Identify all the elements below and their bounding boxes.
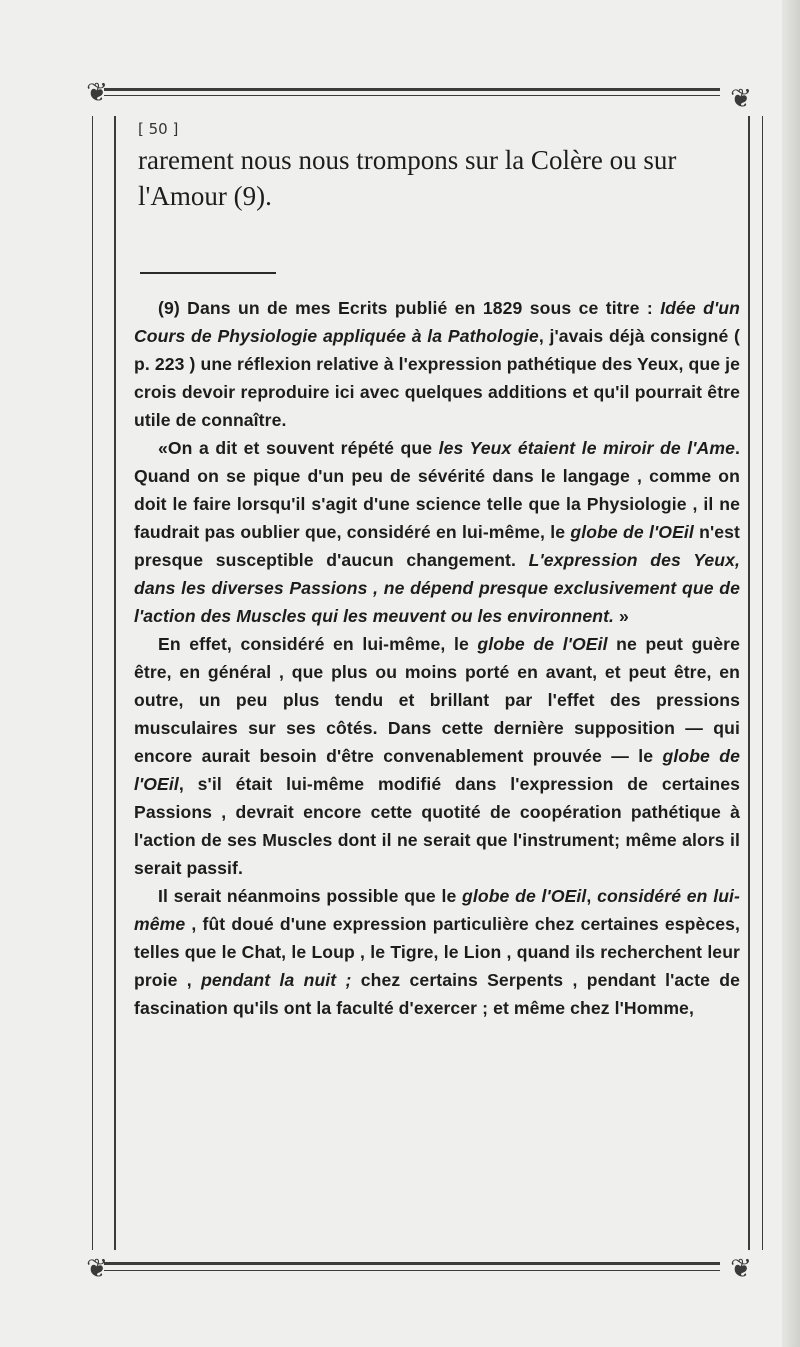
- border-bottom-thin-line: [104, 1270, 720, 1271]
- page-edge: [782, 0, 800, 1347]
- italic-text: globe de l'OEil: [134, 746, 740, 794]
- border-left-line: [114, 116, 116, 1250]
- border-bottom-line: [104, 1262, 720, 1265]
- footnote-divider: [140, 272, 276, 274]
- footnote-text: ,: [586, 886, 598, 906]
- footnote-text: (9) Dans un de mes Ecrits publié en 1829 sous ce titre :: [158, 298, 661, 318]
- footnote-paragraph: [134, 434, 740, 630]
- footnote: [134, 294, 740, 1022]
- italic-text: globe de l'OEil: [570, 522, 694, 542]
- footnote-text: , j'avais déjà consigné ( p. 223 ) une réflexion relative à l'expression pathétique des Yeux, que je crois devoir reproduire ici avec quelques additions et qu'il pourrait être utile de connaître.: [134, 326, 740, 430]
- footnote-paragraph: [134, 882, 740, 1022]
- italic-text: considéré en lui-même: [134, 886, 740, 934]
- footnote-text: n'est presque susceptible d'aucun changement.: [134, 522, 740, 570]
- page-number: [ 50 ]: [138, 120, 179, 138]
- border-top-thin-line: [104, 95, 720, 96]
- footnote-text: En effet, considéré en lui-même, le: [158, 634, 478, 654]
- border-top-line: [104, 88, 720, 91]
- book-title-text: Idée d'un Cours de Physiologie appliquée à la Pathologie: [134, 298, 740, 346]
- footnote-text: ne peut guère être, en général , que plus ou moins porté en avant, et peut être, en outre, un peu plus tendu et brillant par l'effet des pressions musculaires sur ses côtés. Dans cette dernière supposition — qui encore aurait besoin d'être convenablement prouvée — le: [134, 634, 740, 766]
- italic-text: globe de l'OEil: [462, 886, 587, 906]
- corner-ornament-icon: ❦: [86, 78, 108, 108]
- border-right-outer-line: [762, 116, 763, 1250]
- footnote-text: «On a dit et souvent répété que: [158, 438, 439, 458]
- footnote-paragraph: [134, 630, 740, 882]
- footnote-paragraph: [134, 294, 740, 434]
- italic-text: globe de l'OEil: [477, 634, 608, 654]
- footnote-text: , fût doué d'une expression particulière chez certaines espèces, telles que le Chat, le Loup , le Tigre, le Lion , quand ils recherchent leur proie ,: [134, 914, 740, 990]
- corner-ornament-icon: ❦: [86, 1254, 108, 1284]
- border-left-outer-line: [92, 116, 93, 1250]
- footnote-text: chez certains Serpents , pendant l'acte de fascination qu'ils ont la faculté d'exercer ; et même chez l'Homme,: [134, 970, 741, 1018]
- corner-ornament-icon: ❦: [730, 84, 752, 114]
- corner-ornament-icon: ❦: [730, 1254, 752, 1284]
- italic-text: L'expression des Yeux, dans les diverses Passions , ne dépend presque exclusivement que de l'action des Muscles qui les meuvent ou les environnent.: [134, 550, 740, 626]
- lead-paragraph: rarement nous nous trompons sur la Colère ou sur l'Amour (9).: [138, 145, 677, 211]
- footnote-text: , s'il était lui-même modifié dans l'expression de certaines Passions , devrait encore cette quotité de coopération pathétique à l'action de ses Muscles dont il ne serait que l'instrument; même alors il serait passif.: [134, 774, 740, 878]
- footnote-text: . Quand on se pique d'un peu de sévérité dans le langage , comme on doit le faire lorsqu'il s'agit d'une science telle que la Physiologie , il ne faudrait pas oublier que, considéré en lui-même, le: [134, 438, 740, 542]
- footnote-text: Il serait néanmoins possible que le: [158, 886, 463, 906]
- footnote-text: »: [614, 606, 629, 626]
- italic-text: les Yeux étaient le miroir de l'Ame: [438, 438, 735, 458]
- border-right-line: [748, 116, 750, 1250]
- italic-text: pendant la nuit ;: [201, 970, 352, 990]
- page-content: [134, 120, 740, 1022]
